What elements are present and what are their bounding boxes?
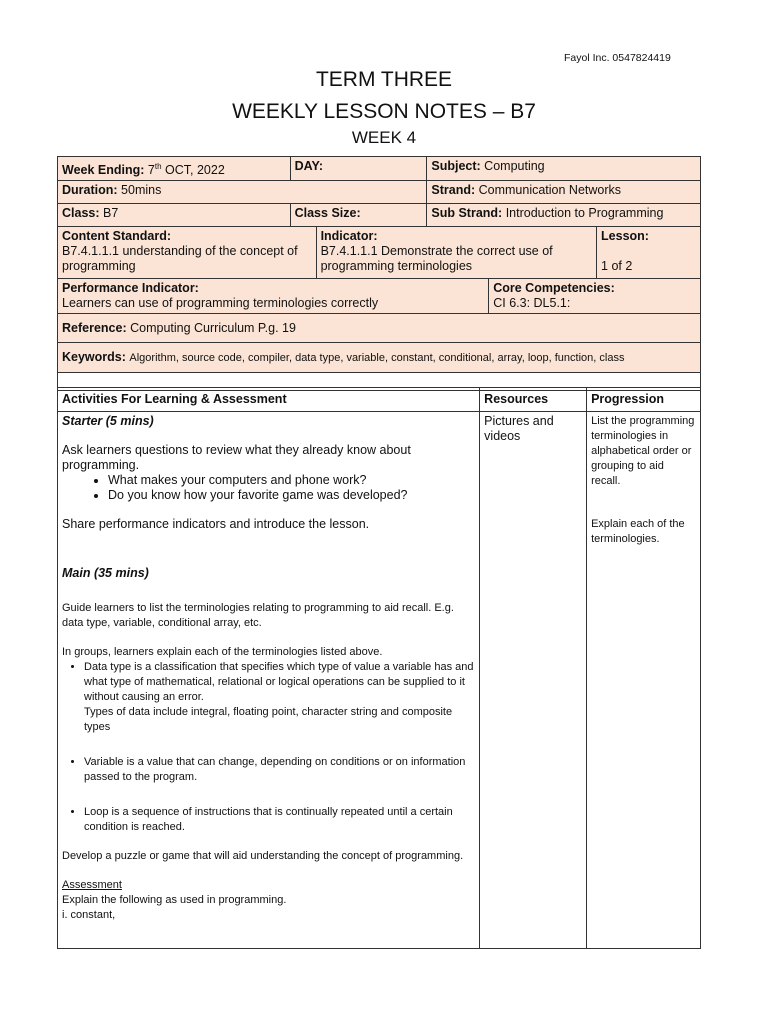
week-ending-cell: Week Ending: 7th OCT, 2022 (58, 157, 291, 181)
progression-header: Progression (587, 388, 701, 412)
class-cell: Class: B7 (58, 204, 291, 227)
term-title: TERM THREE (315, 68, 453, 91)
starter-share: Share performance indicators and introduce the lesson. (62, 517, 370, 531)
lesson-header-table (57, 156, 701, 391)
resources-header: Resources (480, 388, 587, 412)
assessment-item: i. constant, (62, 909, 116, 921)
activities-header: Activities For Learning & Assessment (58, 388, 480, 412)
bullet-loop: • Loop is a sequence of instructions that is continually repeated until a certain condition is reached. (84, 805, 475, 835)
main-groups: In groups, learners explain each of the terminologies listed above. (62, 646, 383, 658)
contact-info: Fayol Inc. 0547824419 (564, 52, 671, 64)
duration-cell: Duration: 50mins (58, 181, 427, 204)
indicator-cell: Indicator: B7.4.1.1.1 Demonstrate the correct use of programming terminologies (316, 227, 596, 279)
subject-cell: Subject: Computing (427, 157, 701, 181)
activities-table (57, 387, 701, 949)
bullet-data-type: • Data type is a classification that specifies which type of value a variable has and what type of mathematical, relational or logical operations can be supplied to it without causing an error. Types of data include integral, floating point, character string and composite types (84, 660, 475, 735)
assessment-text: Explain the following as used in programming. (62, 894, 287, 906)
progression-cell (587, 412, 701, 949)
resources-cell: Pictures and videos (480, 412, 587, 949)
bullet-variable: • Variable is a value that can change, depending on conditions or on information passed to the program. (84, 755, 475, 785)
performance-indicator-cell: Performance Indicator: Learners can use of programming terminologies correctly (58, 279, 489, 314)
starter-intro: Ask learners questions to review what they already know about programming. (62, 443, 411, 472)
starter-question-1: • What makes your computers and phone work? (108, 473, 475, 488)
main-title: Main (35 mins) (62, 566, 149, 580)
core-competencies-cell: Core Competencies: CI 6.3: DL5.1: (489, 279, 701, 314)
reference-cell: Reference: Computing Curriculum P.g. 19 (58, 314, 701, 343)
main-guide: Guide learners to list the terminologies relating to programming to aid recall. E.g. data type, variable, conditional array, etc. (62, 602, 454, 629)
progression-item-1: List the programming terminologies in alphabetical order or grouping to aid recall. (591, 415, 695, 487)
assessment-title: Assessment (62, 879, 122, 891)
strand-cell: Strand: Communication Networks (427, 181, 701, 204)
week-title: WEEK 4 (351, 128, 417, 147)
starter-title: Starter (5 mins) (62, 414, 154, 428)
sub-strand-cell: Sub Strand: Introduction to Programming (427, 204, 701, 227)
lesson-notes-title: WEEKLY LESSON NOTES – B7 (232, 100, 536, 123)
progression-item-2: Explain each of the terminologies. (591, 518, 685, 545)
keywords-cell: Keywords: Algorithm, source code, compiler, data type, variable, constant, conditional, array, loop, function, class (58, 343, 701, 373)
content-standard-cell: Content Standard: B7.4.1.1.1 understanding of the concept of programming (58, 227, 317, 279)
lesson-cell: Lesson: 1 of 2 (597, 227, 701, 279)
starter-question-2: • Do you know how your favorite game was developed? (108, 488, 475, 503)
day-cell: DAY: (290, 157, 427, 181)
activities-cell (58, 412, 480, 949)
class-size-cell: Class Size: (290, 204, 427, 227)
main-develop: Develop a puzzle or game that will aid understanding the concept of programming. (62, 850, 464, 862)
